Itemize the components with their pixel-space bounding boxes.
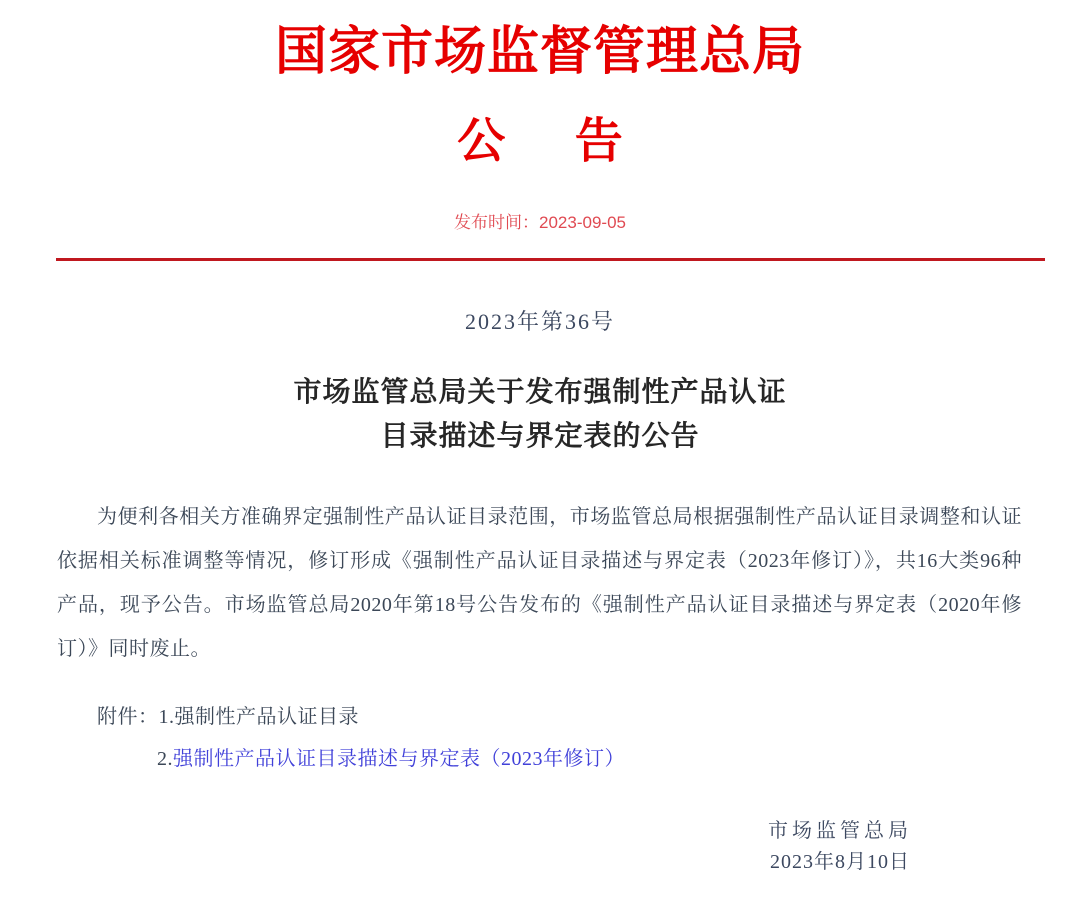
- attachments-label: 附件：: [97, 705, 159, 728]
- publish-time-label: 发布时间：: [454, 212, 540, 232]
- doc-title-line2: 目录描述与界定表的公告: [380, 420, 700, 452]
- doc-number: 2023年第36号: [464, 308, 615, 334]
- body-paragraph: 为便利各相关方准确界定强制性产品认证目录范围，市场监管总局根据强制性产品认证目录调整和认证依据相关标准调整等情况，修订形成《强制性产品认证目录描述与界定表（2023年修订）》，共16大类96种产品，现予公告。市场监管总局2020年第18号公告发布的《强制性产品认证目录描述与界定表（2020年修订）》同时废止。: [57, 505, 1022, 660]
- attachment-2-link[interactable]: 强制性产品认证目录描述与界定表（2023年修订）: [173, 747, 625, 770]
- announcement-page: [0, 26, 1080, 911]
- attachment-1-text: 强制性产品认证目录: [174, 705, 359, 728]
- attachment-2-number: 2.: [157, 747, 173, 770]
- doc-title-line1: 市场监管总局关于发布强制性产品认证: [293, 376, 787, 408]
- publish-time-value: 2023-09-05: [539, 212, 626, 232]
- doc-title: [0, 371, 1080, 459]
- signature-issuer: 市场监管总局: [768, 819, 912, 842]
- signature-block: [768, 816, 912, 878]
- announcement-heading: 公告: [457, 114, 693, 168]
- attachment-1-number: 1.: [158, 705, 175, 728]
- attachment-item-2: [97, 738, 1022, 780]
- publish-time: [0, 213, 1080, 233]
- divider-rule: [56, 258, 1045, 261]
- attachment-item-1: [97, 696, 1022, 738]
- signature-date: 2023年8月10日: [770, 850, 910, 873]
- attachments-section: [97, 696, 1022, 780]
- agency-title: 国家市场监督管理总局: [274, 24, 805, 81]
